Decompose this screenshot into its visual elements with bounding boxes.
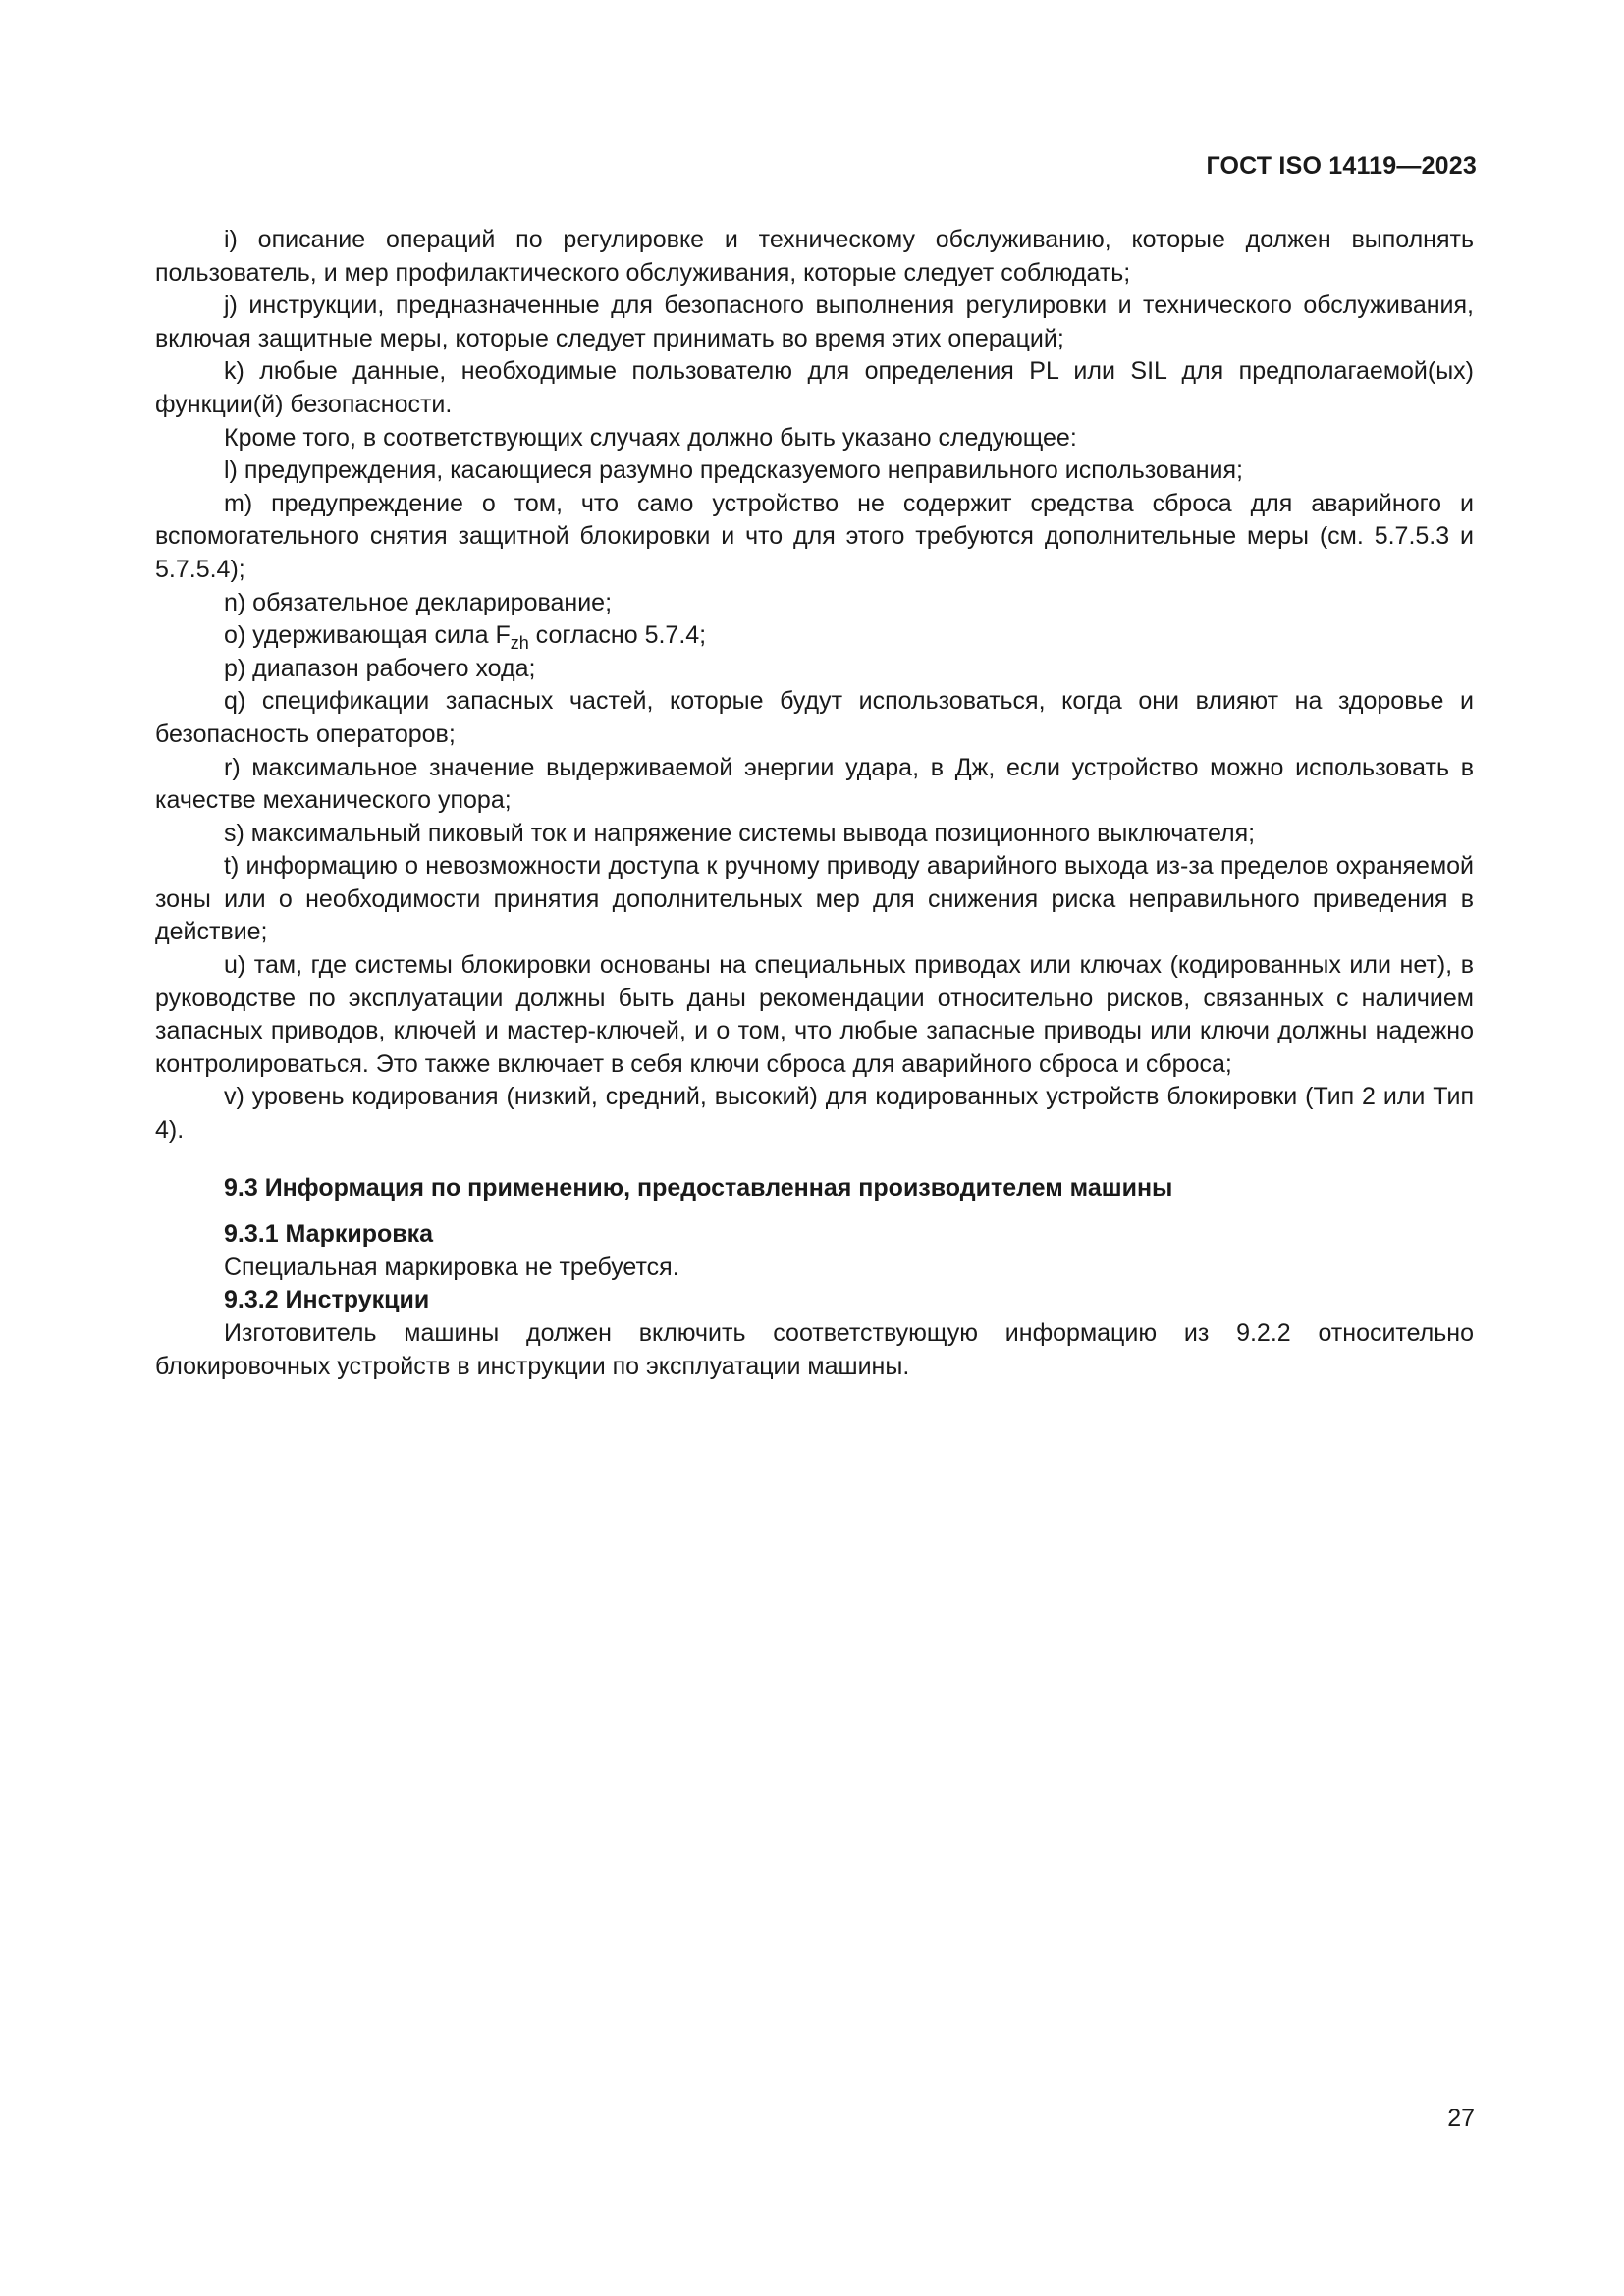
subsection-text-9-3-1: Специальная маркировка не требуется. [224,1253,679,1281]
paragraph-item-m: m) предупреждение о том, что само устройство не содержит средства сброса для аварийного и вспомогательного снятия защитной блокировки и что для этого требуются дополнительные меры (см. 5.7.5.3 и 5.7.5.4); [155,489,1474,583]
paragraph-item-u: u) там, где системы блокировки основаны на специальных приводах или ключах (кодированных или нет), в руководстве по эксплуатации должны быть даны рекомендации относительно рисков, связанных с наличием запасных приводов, ключей и мастер-ключей, и о том, что любые запасные приводы или ключи должны надежно контролироваться. Это также включает в себя ключи сброса для аварийного сброса и сброса; [155,951,1474,1078]
paragraph-item-r: r) максимальное значение выдерживаемой энергии удара, в Дж, если устройство можно использовать в качестве механического упора; [155,753,1474,815]
paragraph-item-i: i) описание операций по регулировке и техническому обслуживанию, которые должен выполнять пользователь, и мер профилактического обслуживания, которые следует соблюдать; [155,226,1474,287]
paragraph-item-j: j) инструкции, предназначенные для безопасного выполнения регулировки и технического обслуживания, включая защитные меры, которые следует принимать во время этих операций; [155,292,1474,352]
item-o-text-before: o) удерживающая сила F [224,621,511,650]
paragraph-item-s: s) максимальный пиковый ток и напряжение системы вывода позиционного выключателя; [224,819,1256,847]
subsection-heading-9-3-1: 9.3.1 Маркировка [224,1220,434,1249]
subsection-heading-9-3-2: 9.3.2 Инструкции [224,1286,430,1314]
paragraph-intro: Кроме того, в соответствующих случаях должно быть указано следующее: [224,423,1077,452]
paragraph-item-n: n) обязательное декларирование; [224,588,613,616]
paragraph-item-o [155,619,1474,653]
paragraph-item-q: q) спецификации запасных частей, которые будут использоваться, когда они влияют на здоровье и безопасность операторов; [155,687,1474,748]
section-heading-9-3: 9.3 Информация по применению, предоставленная производителем машины [224,1173,1173,1201]
paragraph-item-k: k) любые данные, необходимые пользователю для определения PL или SIL для предполагаемой(ых) функции(й) безопасности. [155,357,1474,418]
item-o-subscript: zh [510,633,529,654]
paragraph-item-l: l) предупреждения, касающиеся разумно предсказуемого неправильного использования; [224,456,1243,485]
running-header: ГОСТ ISO 14119—2023 [1206,152,1477,180]
paragraph-item-p: p) диапазон рабочего хода; [224,654,536,682]
page-content [155,224,1474,1383]
paragraph-item-v: v) уровень кодирования (низкий, средний, высокий) для кодированных устройств блокировки (Тип 2 или Тип 4). [155,1083,1474,1145]
page-number: 27 [1447,2105,1475,2132]
subsection-text-9-3-2: Изготовитель машины должен включить соответствующую информацию из 9.2.2 относительно блокировочных устройств в инструкции по эксплуатации машины. [155,1319,1474,1380]
paragraph-item-t: t) информацию о невозможности доступа к ручному приводу аварийного выхода из-за пределов охраняемой зоны или о необходимости принятия дополнительных мер для снижения риска неправильного приведения в действие; [155,852,1474,946]
item-o-text-after: согласно 5.7.4; [528,621,707,650]
